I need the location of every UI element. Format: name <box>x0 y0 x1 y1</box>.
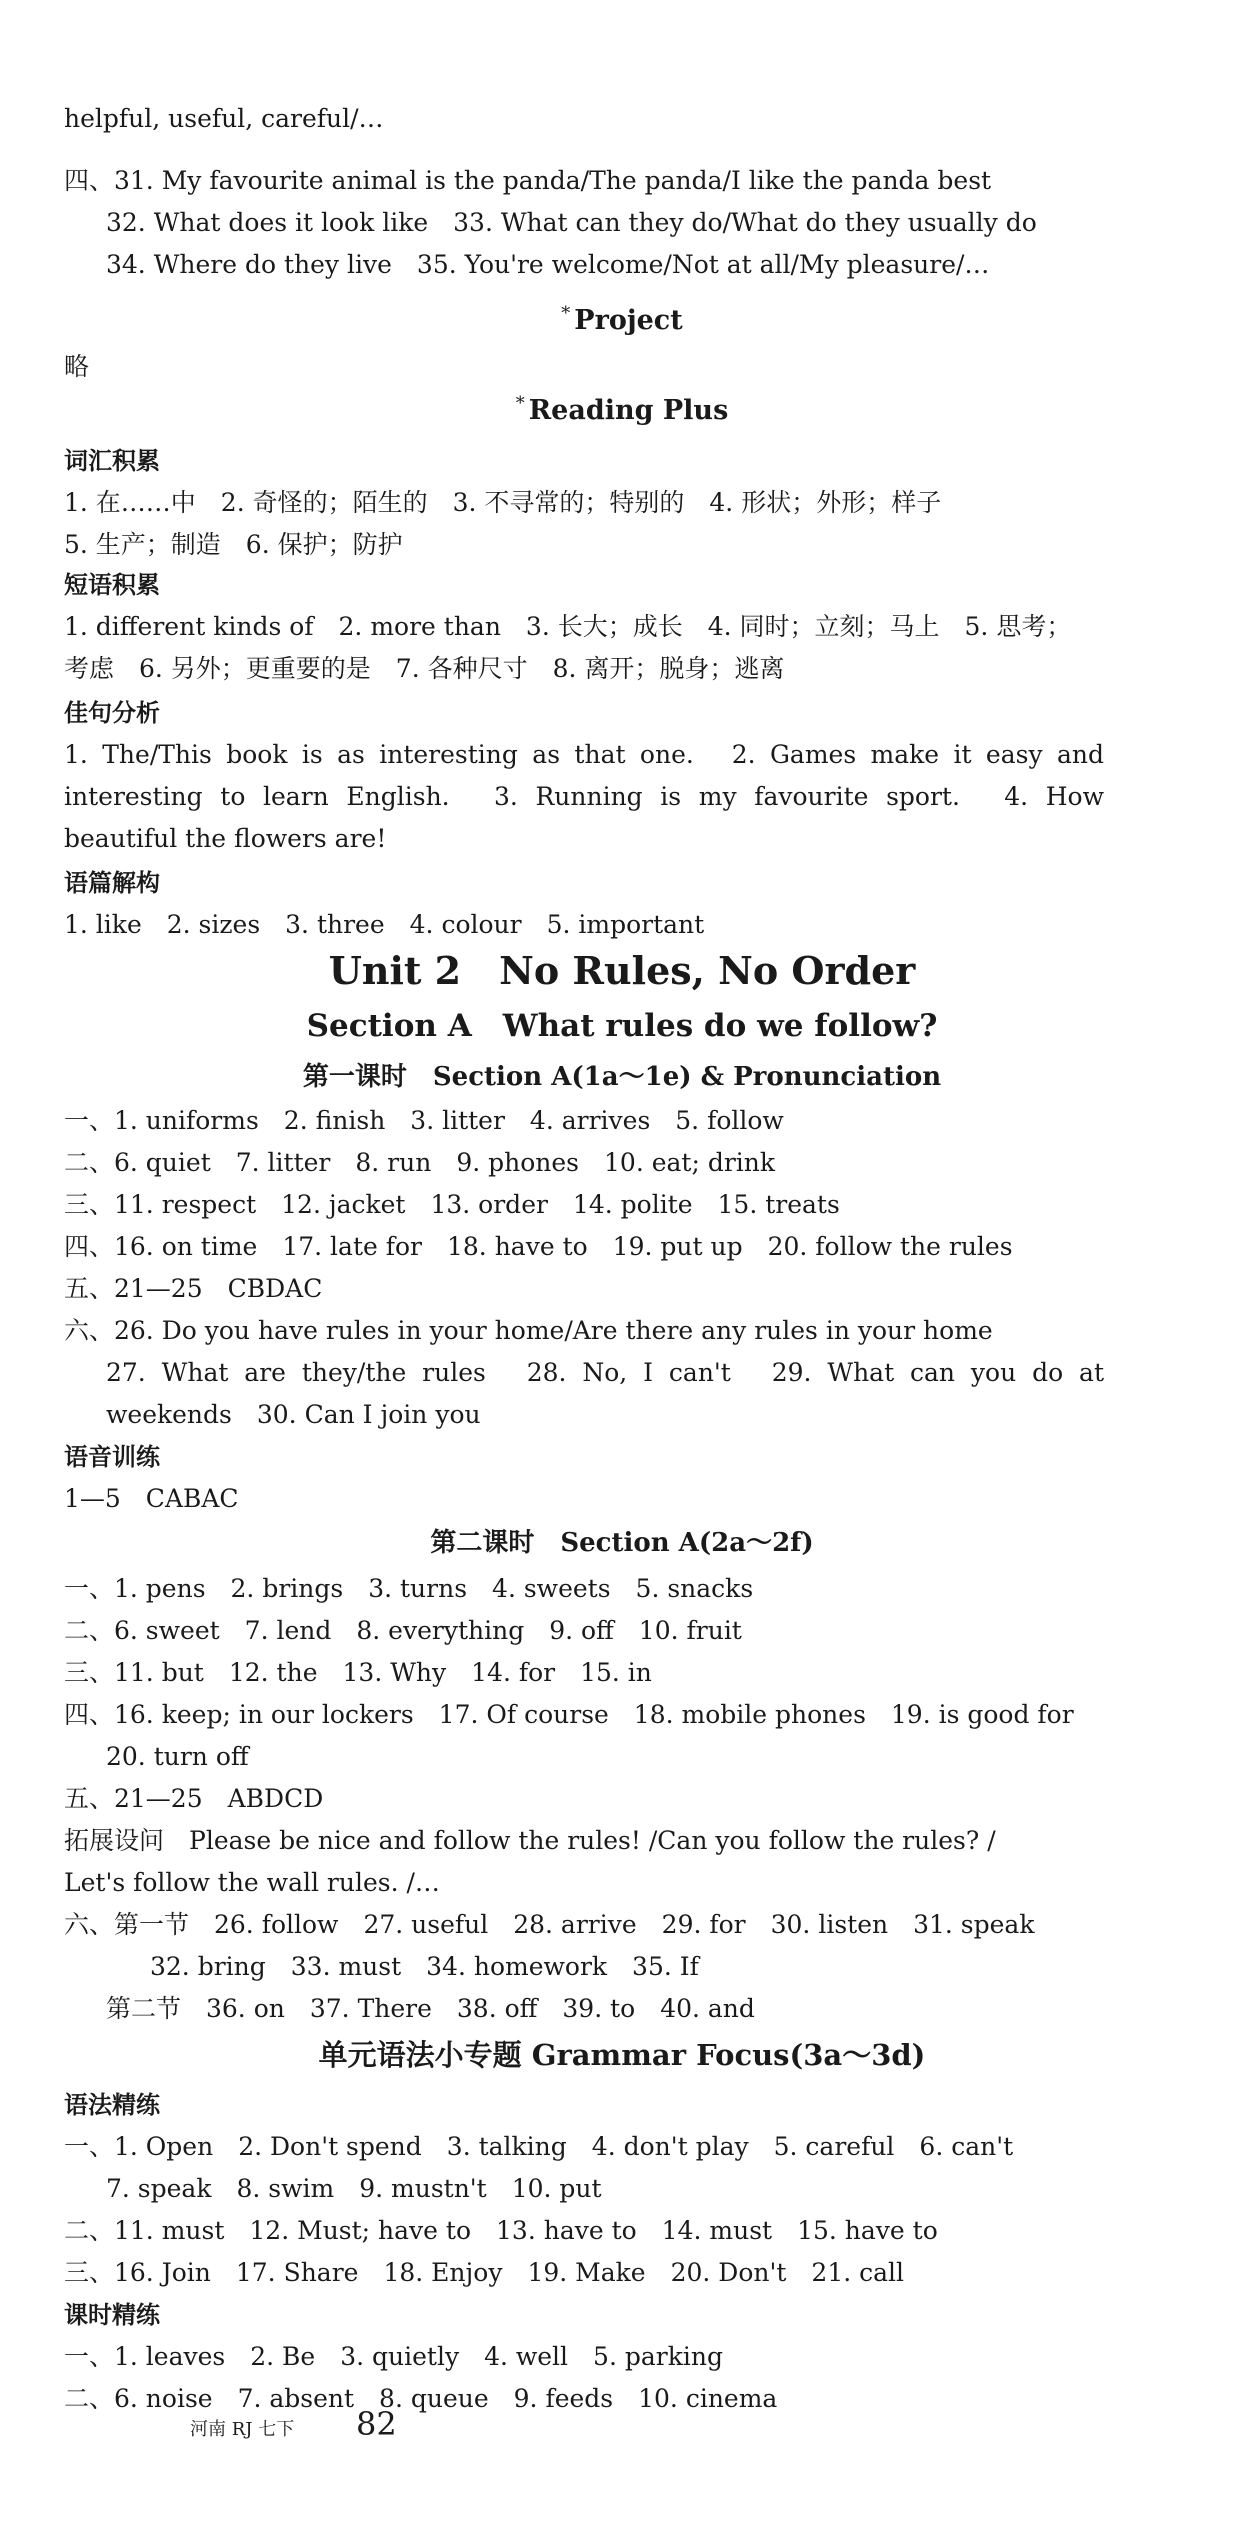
text-line: 一、1. pens 2. brings 3. turns 4. sweets 5. snacks <box>64 1574 754 1603</box>
edition-label: 河南 RJ 七下 <box>190 2419 295 2440</box>
text-line: 32. What does it look like 33. What can they do/What do they usually do <box>106 208 1037 237</box>
text-line: 1. 在……中 2. 奇怪的；陌生的 3. 不寻常的；特别的 4. 形状；外形；样子 <box>64 488 942 517</box>
text-line: 三、11. but 12. the 13. Why 14. for 15. in <box>64 1658 652 1687</box>
text-line: 1. like 2. sizes 3. three 4. colour 5. important <box>64 910 705 939</box>
text-line: 27. What are they/the rules 28. No, I can't 29. What can you do at <box>106 1358 1104 1387</box>
lesson-title: 第一课时 Section A(1a～1e) & Pronunciation <box>302 1062 942 1092</box>
text-line: 略 <box>64 352 90 381</box>
subsection-heading: 词汇积累 <box>64 447 160 475</box>
text-line: 1—5 CABAC <box>64 1484 239 1513</box>
text-line: weekends 30. Can I join you <box>106 1400 481 1429</box>
text-line: 5. 生产；制造 6. 保护；防护 <box>64 530 403 559</box>
text-line: 二、6. sweet 7. lend 8. everything 9. off 10. fruit <box>64 1616 742 1645</box>
text-line: 考虑 6. 另外；更重要的是 7. 各种尺寸 8. 离开；脱身；逃离 <box>64 654 785 683</box>
text-line: 五、21—25 ABDCD <box>64 1784 324 1813</box>
text-line: beautiful the flowers are! <box>64 824 387 853</box>
text-line: 1. different kinds of 2. more than 3. 长大；成长 4. 同时；立刻；马上 5. 思考； <box>64 612 1072 641</box>
text-line: 一、1. Open 2. Don't spend 3. talking 4. don't play 5. careful 6. can't <box>64 2132 1014 2161</box>
text-line: 20. turn off <box>106 1742 249 1771</box>
subsection-heading: 短语积累 <box>64 571 160 599</box>
section-title: Section A What rules do we follow? <box>306 1008 938 1044</box>
subsection-heading: 佳句分析 <box>64 699 160 727</box>
text-line: 二、6. quiet 7. litter 8. run 9. phones 10. eat; drink <box>64 1148 776 1177</box>
section-heading-project: * Project <box>561 303 683 336</box>
text-line: 四、16. keep; in our lockers 17. Of course 18. mobile phones 19. is good for <box>64 1700 1074 1729</box>
text-line: 7. speak 8. swim 9. mustn't 10. put <box>106 2174 602 2203</box>
text-line: 拓展设问 Please be nice and follow the rules! /Can you follow the rules? / <box>64 1826 996 1855</box>
text-line: 四、31. My favourite animal is the panda/The panda/I like the panda best <box>64 166 992 195</box>
text-line: 六、第一节 26. follow 27. useful 28. arrive 29. for 30. listen 31. speak <box>64 1910 1035 1939</box>
text-line: interesting to learn English. 3. Running is my favourite sport. 4. How <box>64 782 1104 811</box>
text-line: Let's follow the wall rules. /… <box>64 1868 440 1897</box>
subsection-heading: 语音训练 <box>64 1443 160 1471</box>
text-line: 一、1. uniforms 2. finish 3. litter 4. arrives 5. follow <box>64 1106 784 1135</box>
grammar-focus-title: 单元语法小专题 Grammar Focus(3a～3d) <box>318 2038 926 2072</box>
text-line: 1. The/This book is as interesting as that one. 2. Games make it easy and <box>64 740 1104 769</box>
text-line: 三、11. respect 12. jacket 13. order 14. polite 15. treats <box>64 1190 840 1219</box>
text-line: 一、1. leaves 2. Be 3. quietly 4. well 5. parking <box>64 2342 723 2371</box>
subsection-heading: 课时精练 <box>64 2301 160 2329</box>
text-line: 五、21—25 CBDAC <box>64 1274 323 1303</box>
text-line: 六、26. Do you have rules in your home/Are there any rules in your home <box>64 1316 993 1345</box>
text-line: 32. bring 33. must 34. homework 35. If <box>150 1952 699 1981</box>
text-line: 四、16. on time 17. late for 18. have to 19. put up 20. follow the rules <box>64 1232 1013 1261</box>
lesson-title: 第二课时 Section A(2a～2f) <box>430 1528 814 1558</box>
text-line: 第二节 36. on 37. There 38. off 39. to 40. and <box>106 1994 755 2023</box>
section-heading-reading-plus: * Reading Plus <box>515 393 729 426</box>
text-line: 34. Where do they live 35. You're welcome/Not at all/My pleasure/… <box>106 250 990 279</box>
text-line: 三、16. Join 17. Share 18. Enjoy 19. Make 20. Don't 21. call <box>64 2258 905 2287</box>
page-number: 82 <box>356 2405 397 2443</box>
subsection-heading: 语篇解构 <box>64 869 160 897</box>
subsection-heading: 语法精练 <box>64 2091 160 2119</box>
text-line: 二、11. must 12. Must; have to 13. have to 14. must 15. have to <box>64 2216 938 2245</box>
unit-title: Unit 2 No Rules, No Order <box>328 948 916 993</box>
text-line: 二、6. noise 7. absent 8. queue 9. feeds 10. cinema <box>64 2384 778 2413</box>
text-line: helpful, useful, careful/… <box>64 104 384 133</box>
